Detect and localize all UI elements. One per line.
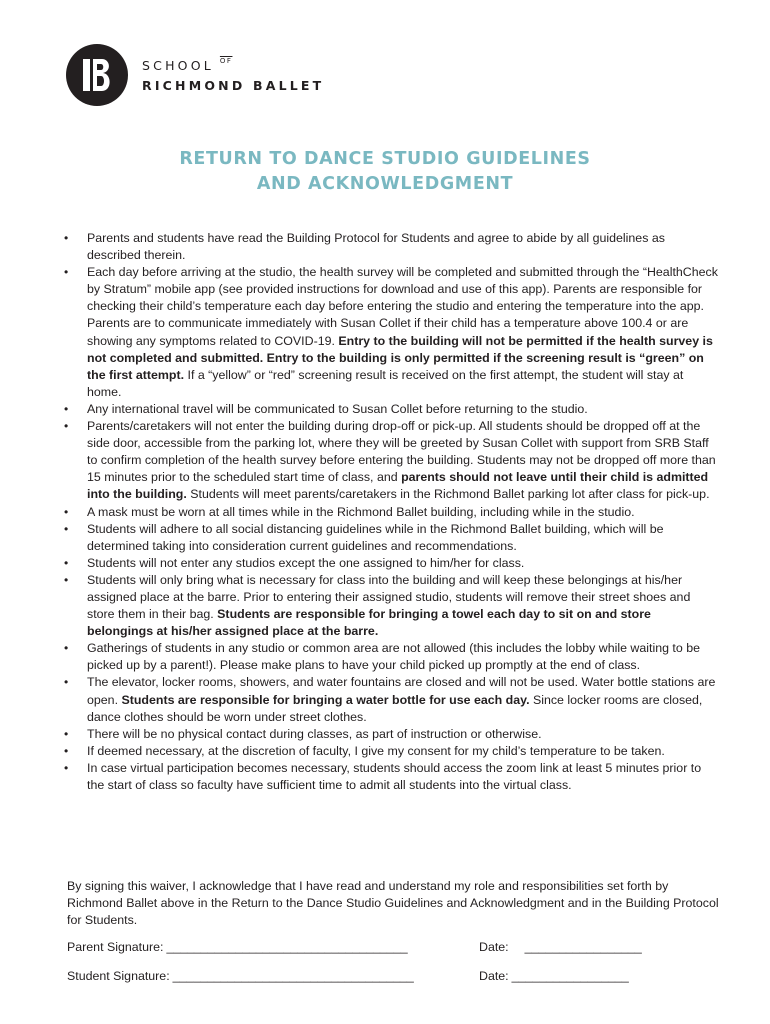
- guideline-text: Each day before arriving at the studio, the health survey will be completed and submitted through the “HealthCheck by Stratum” mobile app (see provided instructions for download and use of this app). Parents are responsible for checking their child’s temperature each day before entering the studio and entering the temperature into the app. Parents are to communicate immediately with Susan Collet if their child has a temperature above 100.4 or are showing any symptoms related to COVID-19.: [87, 265, 718, 348]
- logo-wordmark: [142, 58, 324, 93]
- guideline-item: [62, 504, 718, 521]
- guideline-text: Any international travel will be communicated to Susan Collet before returning to the studio.: [87, 401, 588, 416]
- logo-school: SCHOOL: [142, 57, 214, 73]
- parent-date-line[interactable]: _________________: [524, 940, 642, 954]
- guideline-emphasis: Entry to the building will not be permitted if the health survey is not completed and submitted. Entry to the building is only permitted if the screening result is “green” on the first attempt.: [87, 333, 713, 382]
- student-signature-row: [67, 969, 727, 983]
- parent-signature-row: [67, 940, 727, 954]
- logo-of: $\overline{OF}$: [219, 56, 233, 65]
- guideline-item: [62, 572, 718, 640]
- parent-date-label: Date:: [479, 940, 509, 954]
- guideline-text: There will be no physical contact during classes, as part of instruction or otherwise.: [87, 726, 542, 741]
- student-date-label: Date:: [479, 969, 509, 983]
- guideline-item: [62, 555, 718, 572]
- parent-signature-line[interactable]: ___________________________________: [166, 940, 408, 954]
- guideline-text: If deemed necessary, at the discretion of faculty, I give my consent for my child’s temperature to be taken.: [87, 743, 665, 758]
- guideline-item: [62, 640, 718, 674]
- guideline-item: [62, 726, 718, 743]
- page-title: [0, 147, 770, 197]
- title-line-1: RETURN TO DANCE STUDIO GUIDELINES: [179, 149, 591, 169]
- guideline-item: [62, 743, 718, 760]
- guideline-item: [62, 264, 718, 401]
- guideline-item: [62, 401, 718, 418]
- student-signature-line[interactable]: ___________________________________: [172, 969, 414, 983]
- guideline-text: Since locker rooms are closed, dance clothes should be worn under street clothes.: [87, 692, 703, 724]
- guideline-item: [62, 418, 718, 503]
- guideline-emphasis: Students are responsible for bringing a towel each day to sit on and store belongings at his/her assigned place at the barre.: [87, 607, 651, 639]
- title-line-2: AND ACKNOWLEDGMENT: [256, 174, 514, 194]
- guidelines-list: [62, 230, 718, 794]
- guideline-text: Students will meet parents/caretakers in the Richmond Ballet parking lot after class for pick-up.: [186, 487, 710, 502]
- guideline-item: [62, 230, 718, 264]
- waiver-paragraph: By signing this waiver, I acknowledge that I have read and understand my role and responsibilities set forth by Richmond Ballet above in the Return to the Dance Studio Guidelines and Acknowledgment and in the Building Protocol for Students.: [67, 879, 719, 928]
- student-signature-label: Student Signature:: [67, 969, 170, 983]
- guideline-text: Gatherings of students in any studio or common area are not allowed (this includes the lobby while waiting to be picked up by a parent!). Please make plans to have your child picked up promptly at the end of class.: [87, 641, 700, 673]
- guideline-text: Parents/caretakers will not enter the building during drop-off or pick-up. All students should be dropped off at the side door, accessible from the parking lot, where they will be greeted by Susan Collet with support from SRB Staff to confirm completion of the health survey before entering the building. Students may not be dropped off more than 15 minutes prior to the scheduled start time of class, and: [87, 419, 716, 485]
- guideline-item: [62, 521, 718, 555]
- guideline-text: Students will not enter any studios except the one assigned to him/her for class.: [87, 555, 525, 570]
- logo-richmond-ballet: RICHMOND BALLET: [142, 77, 325, 93]
- guideline-emphasis: Students are responsible for bringing a water bottle for use each day.: [121, 692, 530, 707]
- guideline-item: [62, 674, 718, 725]
- guideline-text: In case virtual participation becomes necessary, students should access the zoom link at least 5 minutes prior to the start of class so faculty have sufficient time to admit all students into the virtual class.: [87, 760, 702, 792]
- guideline-text: Students will only bring what is necessary for class into the building and will keep these belongings at his/her assigned place at the barre. Prior to entering their assigned studio, students will remove their street shoes and store them in their bag.: [87, 572, 691, 622]
- parent-signature-label: Parent Signature:: [67, 940, 164, 954]
- student-date-line[interactable]: _________________: [511, 969, 629, 983]
- guideline-text: A mask must be worn at all times while in the Richmond Ballet building, including while in the studio.: [87, 504, 635, 519]
- guideline-text: If a “yellow” or “red” screening result is received on the first attempt, the student will stay at home.: [87, 367, 684, 399]
- srb-emblem-icon: [66, 44, 128, 106]
- guideline-item: [62, 760, 718, 794]
- guideline-emphasis: parents should not leave until their child is admitted into the building.: [87, 470, 709, 502]
- guideline-text: Students will adhere to all social distancing guidelines while in the Richmond Ballet building, which will be determined taking into consideration current guidelines and recommendations.: [87, 521, 664, 553]
- guideline-text: The elevator, locker rooms, showers, and water fountains are closed and will not be used. Water bottle stations are open.: [87, 675, 716, 707]
- school-logo: [66, 44, 324, 106]
- guideline-text: Parents and students have read the Building Protocol for Students and agree to abide by all guidelines as described therein.: [87, 231, 665, 263]
